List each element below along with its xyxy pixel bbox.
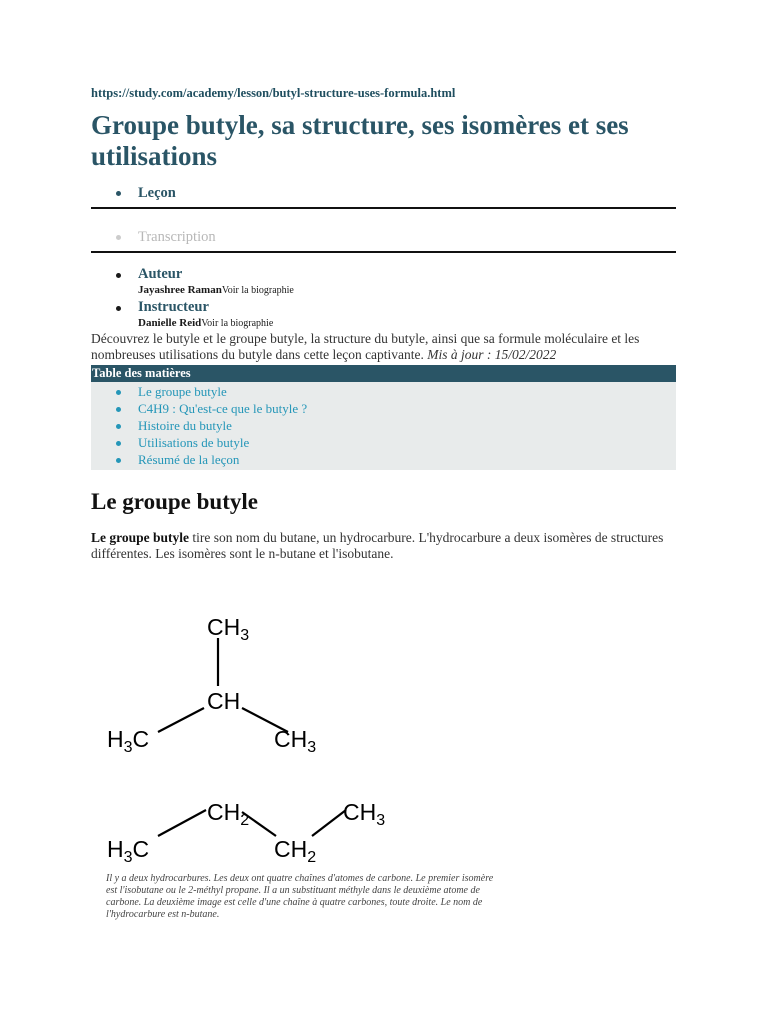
isobutane-left-label: $H_3C$	[107, 726, 150, 756]
instructor-label: Instructeur	[138, 299, 209, 315]
bond	[158, 810, 206, 836]
source-url-link[interactable]: https://study.com/academy/lesson/butyl-structure-uses-formula.html	[91, 86, 456, 100]
tab-lecon[interactable]	[91, 182, 676, 204]
author-bio-link[interactable]: Voir la biographie	[221, 285, 294, 296]
figure-caption: Il y a deux hydrocarbures. Les deux ont quatre chaînes d'atomes de carbone. Le premier isomère est l'isobutane ou le 2-méthyl propane. Il a un substituant méthyle dans le deuxième atome de carbone. La deuxième image est celle d'une chaîne à quatre carbones, toute droite. Le nom de l'hydrocarbure est n-butane.	[106, 873, 494, 920]
isobutane-center-label: CH	[207, 688, 241, 714]
instructor-info	[138, 316, 676, 331]
author-label: Auteur	[138, 266, 183, 282]
section-heading: Le groupe butyle	[91, 489, 258, 514]
toc-item-groupe-butyle[interactable]: Le groupe butyle	[91, 383, 676, 400]
author-info	[138, 283, 676, 298]
isobutane-right-label: $CH_3$	[274, 726, 317, 756]
lesson-page	[91, 84, 676, 562]
toc-heading: Table des matières	[91, 365, 676, 382]
nbutane-c4-label: $CH_3$	[343, 799, 386, 829]
isobutane-top-label: $CH_3$	[207, 614, 250, 644]
tab-transcription-label: Transcription	[138, 229, 216, 245]
lesson-tabs	[91, 182, 676, 253]
page-title: Groupe butyle, sa structure, ses isomères et ses utilisations	[91, 110, 629, 171]
author-name: Jayashree Raman	[138, 284, 222, 296]
instructor-block	[91, 298, 676, 331]
toc-item-histoire[interactable]: Histoire du butyle	[91, 417, 676, 434]
toc-item-utilisations[interactable]: Utilisations de butyle	[91, 434, 676, 451]
section-lead: Le groupe butyle	[91, 530, 190, 545]
isobutane-structure	[107, 614, 316, 756]
instructor-bio-link[interactable]: Voir la biographie	[201, 318, 274, 329]
tab-transcription[interactable]	[91, 226, 676, 248]
nbutane-c1-label: $H_3C$	[107, 836, 150, 866]
lesson-description	[91, 331, 676, 363]
toc-item-c4h9[interactable]: C4H9 : Qu'est-ce que le butyle ?	[91, 400, 676, 417]
bond	[158, 708, 204, 732]
table-of-contents	[91, 365, 676, 470]
toc-item-resume[interactable]: Résumé de la leçon	[91, 451, 676, 468]
nbutane-c2-label: $CH_2$	[207, 799, 250, 829]
butyl-isomers-figure	[100, 600, 420, 870]
updated-date: Mis à jour : 15/02/2022	[427, 347, 557, 362]
tab-lecon-label: Leçon	[138, 185, 176, 201]
description-text: Découvrez le butyle et le groupe butyle, la structure du butyle, ainsi que sa formule moléculaire et les nombreuses utilisations du butyle dans cette leçon captivante.	[91, 331, 640, 362]
tab-divider	[91, 251, 676, 253]
toc-list	[91, 382, 676, 470]
nbutane-structure	[107, 799, 385, 866]
bond	[312, 810, 346, 836]
section-paragraph	[91, 530, 676, 562]
author-block	[91, 265, 676, 298]
section-text: tire son nom du butane, un hydrocarbure. L'hydrocarbure a deux isomères de structures différentes. Les isomères sont le n-butane et l'isobutane.	[91, 530, 664, 561]
tab-divider	[91, 207, 676, 209]
nbutane-c3-label: $CH_2$	[274, 836, 317, 866]
instructor-name: Danielle Reid	[138, 317, 202, 329]
